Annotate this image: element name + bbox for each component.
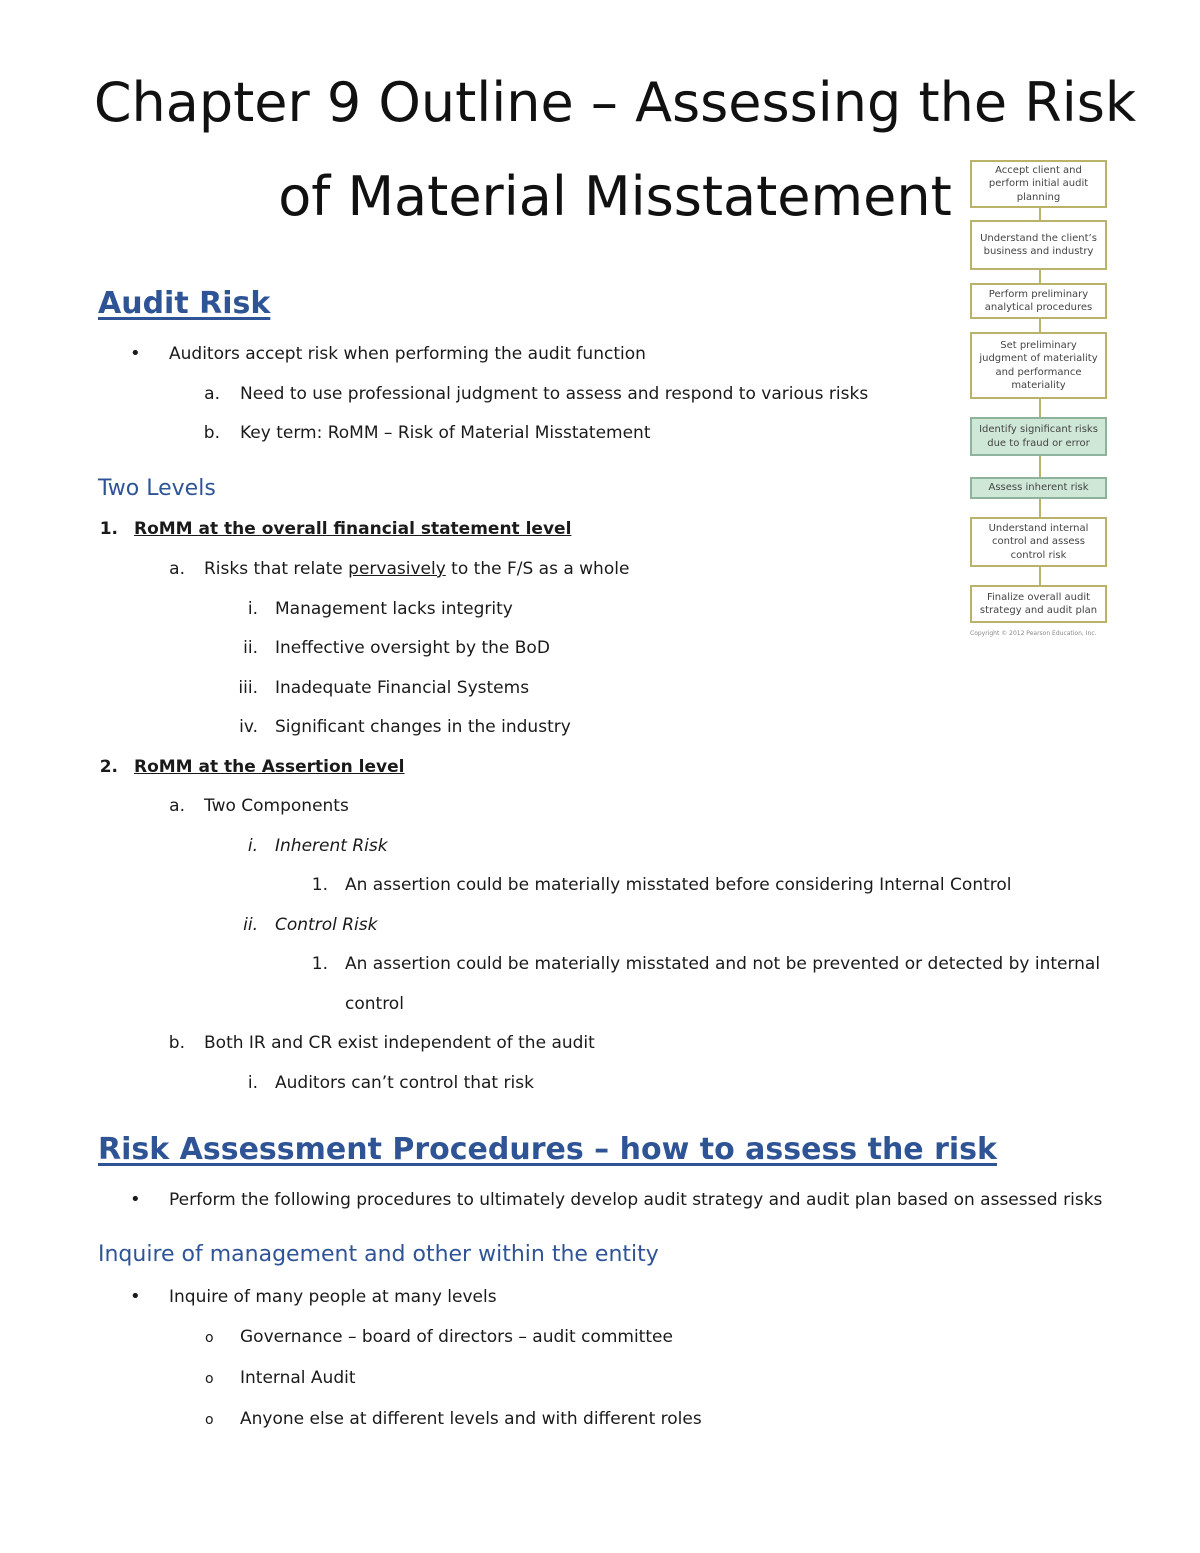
list-item: Ineffective oversight by the BoD bbox=[275, 638, 550, 658]
flow-step-assess-inherent-risk: Assess inherent risk bbox=[970, 477, 1107, 499]
flow-connector bbox=[1039, 268, 1041, 284]
list-item: Auditors can’t control that risk bbox=[275, 1073, 534, 1093]
flow-connector bbox=[1039, 455, 1041, 477]
bullet-dot-icon: • bbox=[130, 1189, 141, 1210]
flow-connector bbox=[1039, 398, 1041, 418]
flow-step-accept-client: Accept client and perform initial audit planning bbox=[970, 160, 1107, 208]
list-marker: iv. bbox=[239, 717, 258, 737]
audit-risk-bullet: Auditors accept risk when performing the audit function bbox=[169, 344, 646, 364]
list-item: Anyone else at different levels and with different roles bbox=[240, 1409, 702, 1429]
inherent-risk-definition: An assertion could be materially misstated before considering Internal Control bbox=[345, 875, 1012, 895]
bullet-dot-icon: • bbox=[130, 1286, 141, 1307]
list-marker: i. bbox=[247, 1073, 258, 1093]
list-marker: ii. bbox=[243, 638, 258, 658]
underlined-term: pervasively bbox=[348, 559, 446, 579]
circle-bullet-icon: o bbox=[205, 1330, 214, 1346]
list-item: Key term: RoMM – Risk of Material Misstatement bbox=[240, 423, 651, 443]
level1-item-a bbox=[204, 559, 629, 579]
list-marker: i. bbox=[247, 836, 258, 856]
list-item: Governance – board of directors – audit committee bbox=[240, 1327, 673, 1347]
level2-title: RoMM at the Assertion level bbox=[134, 757, 405, 777]
inquire-bullet: Inquire of many people at many levels bbox=[169, 1287, 497, 1307]
circle-bullet-icon: o bbox=[205, 1412, 214, 1428]
list-item: Internal Audit bbox=[240, 1368, 356, 1388]
list-marker: i. bbox=[247, 599, 258, 619]
text-segment: to the F/S as a whole bbox=[445, 559, 630, 579]
level2-item-a: Two Components bbox=[204, 796, 349, 816]
list-marker: a. bbox=[169, 796, 185, 816]
subheading-two-levels: Two Levels bbox=[98, 476, 216, 501]
list-item: Need to use professional judgment to assess and respond to various risks bbox=[240, 384, 869, 404]
page-title-line2: of Material Misstatement bbox=[278, 165, 952, 228]
flow-connector bbox=[1039, 318, 1041, 332]
list-item: Significant changes in the industry bbox=[275, 717, 571, 737]
list-marker: a. bbox=[204, 384, 220, 404]
list-marker: 1. bbox=[311, 954, 328, 974]
list-marker: 2. bbox=[99, 757, 118, 777]
control-risk-definition-line1: An assertion could be materially misstated and not be prevented or detected by internal bbox=[345, 954, 1101, 974]
list-marker: a. bbox=[169, 559, 185, 579]
level1-title: RoMM at the overall financial statement level bbox=[134, 519, 572, 539]
control-risk-definition-line2: control bbox=[345, 994, 404, 1014]
list-marker: 1. bbox=[99, 519, 118, 539]
flowchart-copyright: Copyright © 2012 Pearson Education, Inc. bbox=[970, 630, 1097, 637]
flow-step-understand-internal-control: Understand internal control and assess control risk bbox=[970, 517, 1107, 567]
flow-step-identify-significant-risks: Identify significant risks due to fraud or error bbox=[970, 417, 1107, 456]
subheading-inquire: Inquire of management and other within the entity bbox=[98, 1242, 659, 1267]
bullet-dot-icon: • bbox=[130, 343, 141, 364]
audit-process-flowchart bbox=[968, 158, 1113, 644]
list-marker: ii. bbox=[243, 915, 258, 935]
control-risk-label: Control Risk bbox=[275, 915, 378, 935]
list-marker: b. bbox=[203, 423, 220, 443]
flow-step-preliminary-analytics: Perform preliminary analytical procedures bbox=[970, 283, 1107, 319]
flow-step-set-materiality: Set preliminary judgment of materiality and performance materiality bbox=[970, 332, 1107, 399]
list-item: Inadequate Financial Systems bbox=[275, 678, 530, 698]
flow-connector bbox=[1039, 566, 1041, 586]
flow-connector bbox=[1039, 206, 1041, 220]
list-item: Management lacks integrity bbox=[275, 599, 513, 619]
list-marker: b. bbox=[168, 1033, 185, 1053]
inherent-risk-label: Inherent Risk bbox=[275, 836, 388, 856]
page-title-line1: Chapter 9 Outline – Assessing the Risk bbox=[93, 71, 1137, 134]
flow-connector bbox=[1039, 498, 1041, 518]
flow-step-understand-business: Understand the client’s business and industry bbox=[970, 220, 1107, 270]
list-marker: 1. bbox=[311, 875, 328, 895]
text-segment: Risks that relate bbox=[204, 559, 349, 579]
flow-step-finalize-strategy: Finalize overall audit strategy and audit plan bbox=[970, 585, 1107, 623]
risk-assessment-bullet: Perform the following procedures to ultimately develop audit strategy and audit plan based on assessed risks bbox=[169, 1190, 1103, 1210]
list-marker: iii. bbox=[238, 678, 258, 698]
section-heading-risk-assessment: Risk Assessment Procedures – how to assess the risk bbox=[98, 1132, 997, 1167]
level2-item-b: Both IR and CR exist independent of the audit bbox=[204, 1033, 595, 1053]
circle-bullet-icon: o bbox=[205, 1371, 214, 1387]
section-heading-audit-risk: Audit Risk bbox=[98, 286, 271, 321]
